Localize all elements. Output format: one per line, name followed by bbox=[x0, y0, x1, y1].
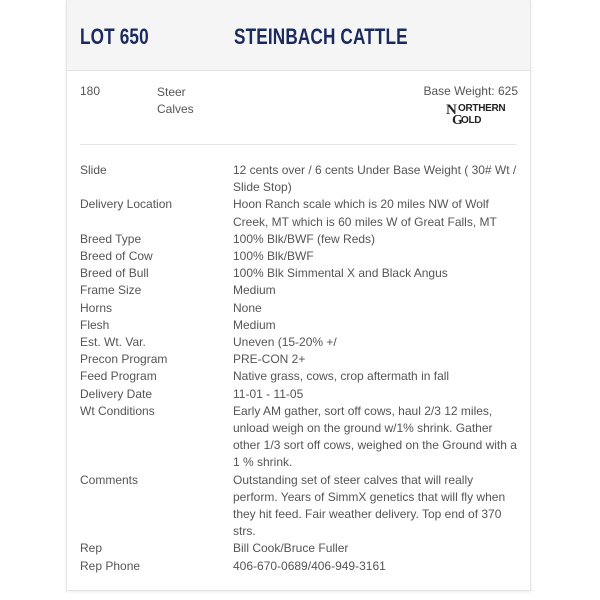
detail-value: Uneven (15-20% +/ bbox=[233, 335, 337, 350]
detail-label: Flesh bbox=[80, 317, 110, 332]
detail-row bbox=[80, 162, 520, 196]
lot-card bbox=[66, 0, 531, 591]
detail-row bbox=[80, 540, 520, 557]
detail-label: Est. Wt. Var. bbox=[80, 335, 146, 350]
detail-row bbox=[80, 351, 520, 368]
detail-row bbox=[80, 558, 520, 575]
detail-row bbox=[80, 368, 520, 385]
detail-label: Delivery Date bbox=[80, 386, 153, 401]
detail-row bbox=[80, 282, 520, 299]
detail-label: Rep bbox=[80, 541, 103, 556]
detail-value: 100% Blk Simmental X and Black Angus bbox=[233, 266, 448, 281]
detail-value: 406-670-0689/406-949-3161 bbox=[233, 558, 386, 573]
detail-label: Comments bbox=[80, 472, 139, 487]
detail-label: Breed of Cow bbox=[80, 249, 153, 264]
detail-row bbox=[80, 472, 520, 541]
detail-label: Frame Size bbox=[80, 283, 142, 298]
detail-value: 12 cents over / 6 cents Under Base Weight ( 30# Wt / Slide Stop) bbox=[233, 163, 517, 195]
detail-value: Native grass, cows, crop aftermath in fall bbox=[233, 369, 450, 384]
detail-value: Medium bbox=[233, 283, 276, 298]
detail-label: Slide bbox=[80, 163, 107, 177]
northern-gold-logo: N ORTHERN G OLD bbox=[446, 102, 506, 128]
detail-label: Horns bbox=[80, 300, 113, 315]
head-count: 180 bbox=[80, 84, 101, 98]
detail-value: 100% Blk/BWF bbox=[233, 249, 314, 264]
detail-value: 11-01 - 11-05 bbox=[233, 386, 304, 401]
detail-row bbox=[80, 300, 520, 317]
section-divider bbox=[80, 144, 517, 145]
detail-row bbox=[80, 196, 520, 230]
detail-row bbox=[80, 317, 520, 334]
detail-label: Feed Program bbox=[80, 369, 157, 384]
seller-name: STEINBACH CATTLE bbox=[234, 24, 408, 49]
detail-value: Early AM gather, sort off cows, haul 2/3 12 miles, unload weigh on the ground w/1% shrink. Gather other 1/3 sort off cows, weighed on the Ground with a 1 % shrink. bbox=[233, 403, 517, 470]
detail-value: Bill Cook/Bruce Fuller bbox=[233, 541, 349, 556]
detail-label: Rep Phone bbox=[80, 558, 141, 573]
detail-value: None bbox=[233, 300, 262, 315]
detail-value: Outstanding set of steer calves that will really perform. Years of SimmX genetics that will fly when they hit feed. Fair weather delivery. Top end of 370 strs. bbox=[233, 472, 506, 539]
detail-row bbox=[80, 265, 520, 282]
detail-label: Precon Program bbox=[80, 352, 168, 367]
detail-value: Hoon Ranch scale which is 20 miles NW of Wolf Creek, MT which is 60 miles W of Great Falls, MT bbox=[233, 197, 497, 229]
detail-row bbox=[80, 248, 520, 265]
detail-value: Medium bbox=[233, 317, 276, 332]
base-weight: Base Weight: 625 bbox=[423, 84, 518, 98]
detail-value: PRE-CON 2+ bbox=[233, 352, 306, 367]
detail-value: 100% Blk/BWF (few Reds) bbox=[233, 231, 376, 246]
detail-row bbox=[80, 386, 520, 403]
cattle-kind-line2: Calves bbox=[157, 102, 194, 116]
lot-number: LOT 650 bbox=[80, 24, 149, 49]
lot-details bbox=[80, 162, 520, 575]
detail-row bbox=[80, 231, 520, 248]
cattle-kind-line1: Steer bbox=[157, 85, 186, 99]
detail-row bbox=[80, 403, 520, 472]
detail-label: Breed Type bbox=[80, 231, 142, 246]
lot-header bbox=[67, 0, 530, 71]
cattle-kind bbox=[157, 84, 194, 118]
detail-label: Breed of Bull bbox=[80, 266, 149, 281]
detail-label: Wt Conditions bbox=[80, 403, 155, 418]
detail-row bbox=[80, 334, 520, 351]
detail-label: Delivery Location bbox=[80, 197, 173, 212]
